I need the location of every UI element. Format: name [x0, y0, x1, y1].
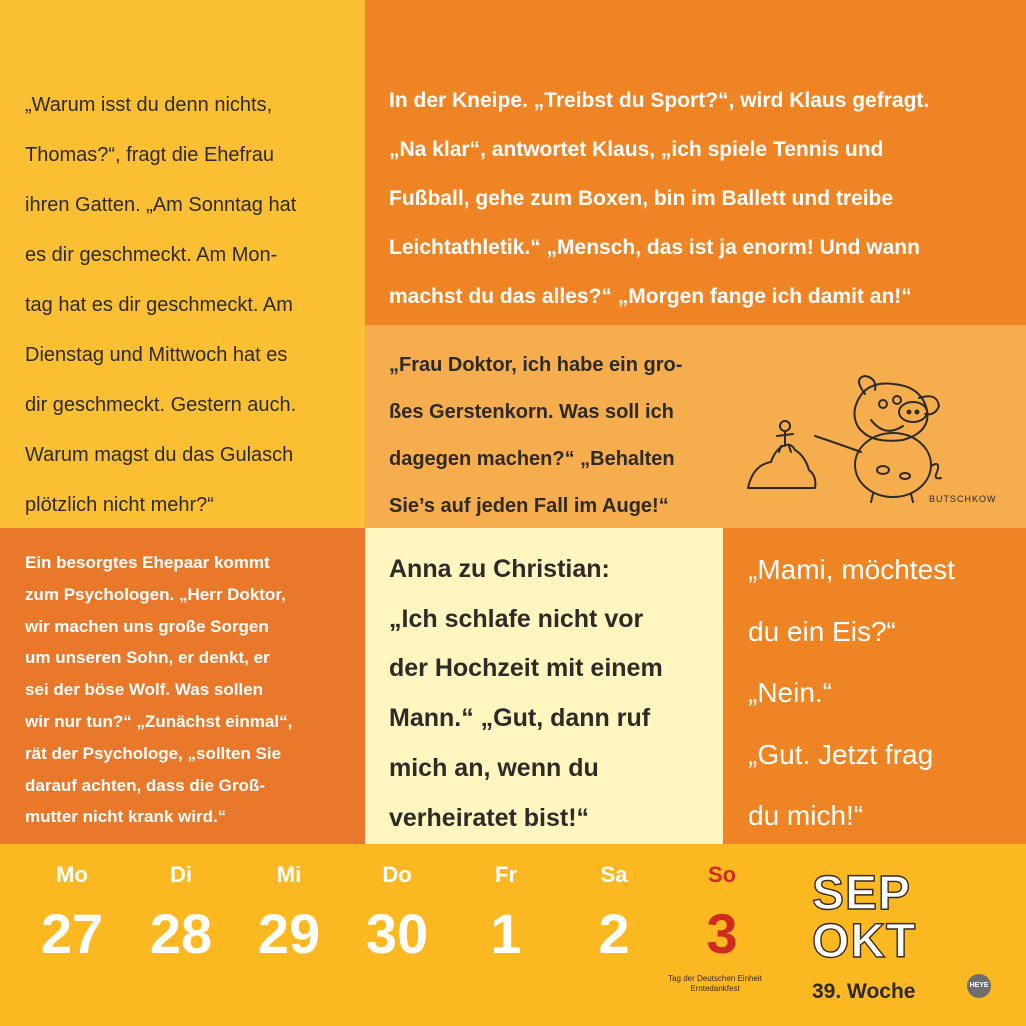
day-name: Mo — [56, 862, 88, 887]
day-date: 27 — [40, 902, 104, 965]
day-name: Mi — [276, 862, 302, 887]
joke-line: dagegen machen?“ „Behalten — [389, 448, 675, 470]
joke-line: In der Kneipe. „Treibst du Sport?“, wird Klaus gefragt. — [389, 89, 930, 112]
joke-klaus-sport — [365, 0, 1026, 325]
day-friday — [452, 862, 560, 964]
month-label: OKT — [812, 915, 917, 968]
cartoon-signature: BUTSCHKOW — [929, 494, 997, 504]
joke-line: es dir geschmeckt. Am Mon- — [25, 244, 278, 266]
joke-anna-christian — [365, 528, 723, 844]
joke-line: wir nur tun?“ „Zunächst einmal“, — [25, 711, 293, 731]
holiday-note — [660, 974, 770, 994]
joke-line: Ein besorgtes Ehepaar kommt — [25, 553, 270, 572]
day-date: 3 — [706, 902, 738, 965]
joke-line: Leichtathletik.“ „Mensch, das ist ja enorm! Und wann — [389, 236, 920, 259]
day-name: Di — [170, 862, 192, 887]
joke-line: Mann.“ „Gut, dann ruf — [389, 704, 651, 733]
joke-line: mich an, wenn du — [389, 753, 599, 782]
joke-line: dir geschmeckt. Gestern auch. — [25, 394, 297, 416]
joke-line: wir machen uns große Sorgen — [25, 616, 269, 636]
day-name: Do — [382, 862, 412, 887]
day-date: 1 — [490, 902, 522, 965]
holiday-line: Erntedankfest — [690, 984, 740, 993]
joke-mami-eis — [723, 528, 1026, 844]
month-labels — [812, 867, 942, 968]
day-date: 29 — [257, 902, 321, 965]
joke-line: Anna zu Christian: — [389, 555, 610, 583]
day-thursday — [343, 862, 451, 964]
joke-line: ßes Gerstenkorn. Was soll ich — [389, 401, 674, 423]
day-date: 28 — [149, 902, 213, 965]
joke-line: der Hochzeit mit einem — [389, 654, 663, 683]
joke-text — [389, 76, 1006, 321]
cartoon-pig-illustration — [743, 370, 1013, 510]
day-name: Fr — [495, 862, 517, 887]
month-label: SEP — [812, 867, 912, 920]
joke-line: Sie’s auf jeden Fall im Auge!“ — [389, 495, 669, 517]
day-wednesday — [235, 862, 343, 964]
joke-line: verheiratet bist!“ — [389, 803, 590, 832]
publisher-logo: HEYE — [967, 974, 991, 998]
joke-text — [389, 545, 713, 843]
joke-line: tag hat es dir geschmeckt. Am — [25, 294, 293, 316]
joke-text — [25, 547, 351, 833]
joke-psychologe-wolf — [0, 528, 365, 844]
holiday-line: Tag der Deutschen Einheit — [668, 974, 762, 983]
joke-line: „Warum isst du denn nichts, — [25, 94, 273, 116]
joke-line: darauf achten, dass die Groß- — [25, 775, 265, 795]
joke-line: „Na klar“, antwortet Klaus, „ich spiele Tennis und — [389, 138, 884, 161]
week-number: 39. Woche — [812, 980, 916, 1003]
day-monday — [18, 862, 126, 964]
joke-line: „Nein.“ — [748, 677, 833, 708]
joke-line: mutter nicht krank wird.“ — [25, 807, 227, 827]
joke-line: „Mami, möchtest — [748, 554, 955, 585]
day-tuesday — [127, 862, 235, 964]
day-name: Sa — [600, 862, 628, 887]
joke-line: Dienstag und Mittwoch hat es — [25, 344, 288, 366]
joke-line: ihren Gatten. „Am Sonntag hat — [25, 194, 297, 216]
joke-line: „Gut. Jetzt frag — [748, 738, 934, 770]
day-name: So — [707, 862, 737, 887]
joke-text — [748, 539, 1016, 844]
joke-text — [25, 80, 345, 528]
joke-text — [389, 342, 739, 528]
day-date: 30 — [365, 902, 429, 965]
joke-line: du mich!“ — [748, 800, 864, 831]
joke-line: plötzlich nicht mehr?“ — [25, 494, 214, 516]
joke-line: um unseren Sohn, er denkt, er — [25, 648, 270, 668]
joke-line: Fußball, gehe zum Boxen, bin im Ballett und treibe — [389, 187, 894, 210]
joke-line: Thomas?“, fragt die Ehefrau — [25, 144, 275, 166]
day-date: 2 — [598, 902, 630, 965]
joke-line: du ein Eis?“ — [748, 615, 896, 647]
joke-line: machst du das alles?“ „Morgen fange ich damit an!“ — [389, 285, 912, 308]
joke-line: „Ich schlafe nicht vor — [389, 604, 644, 633]
joke-line: zum Psychologen. „Herr Doktor, — [25, 584, 286, 604]
joke-gerstenkorn — [365, 325, 1026, 528]
day-sunday — [668, 862, 776, 964]
joke-line: Warum magst du das Gulasch — [25, 444, 294, 466]
joke-thomas-gulasch — [0, 0, 365, 528]
joke-line: „Frau Doktor, ich habe ein gro- — [389, 354, 683, 376]
day-saturday — [560, 862, 668, 964]
week-calendar-bar — [0, 844, 1026, 1026]
joke-line: sei der böse Wolf. Was sollen — [25, 680, 264, 700]
joke-line: rät der Psychologe, „sollten Sie — [25, 743, 282, 763]
